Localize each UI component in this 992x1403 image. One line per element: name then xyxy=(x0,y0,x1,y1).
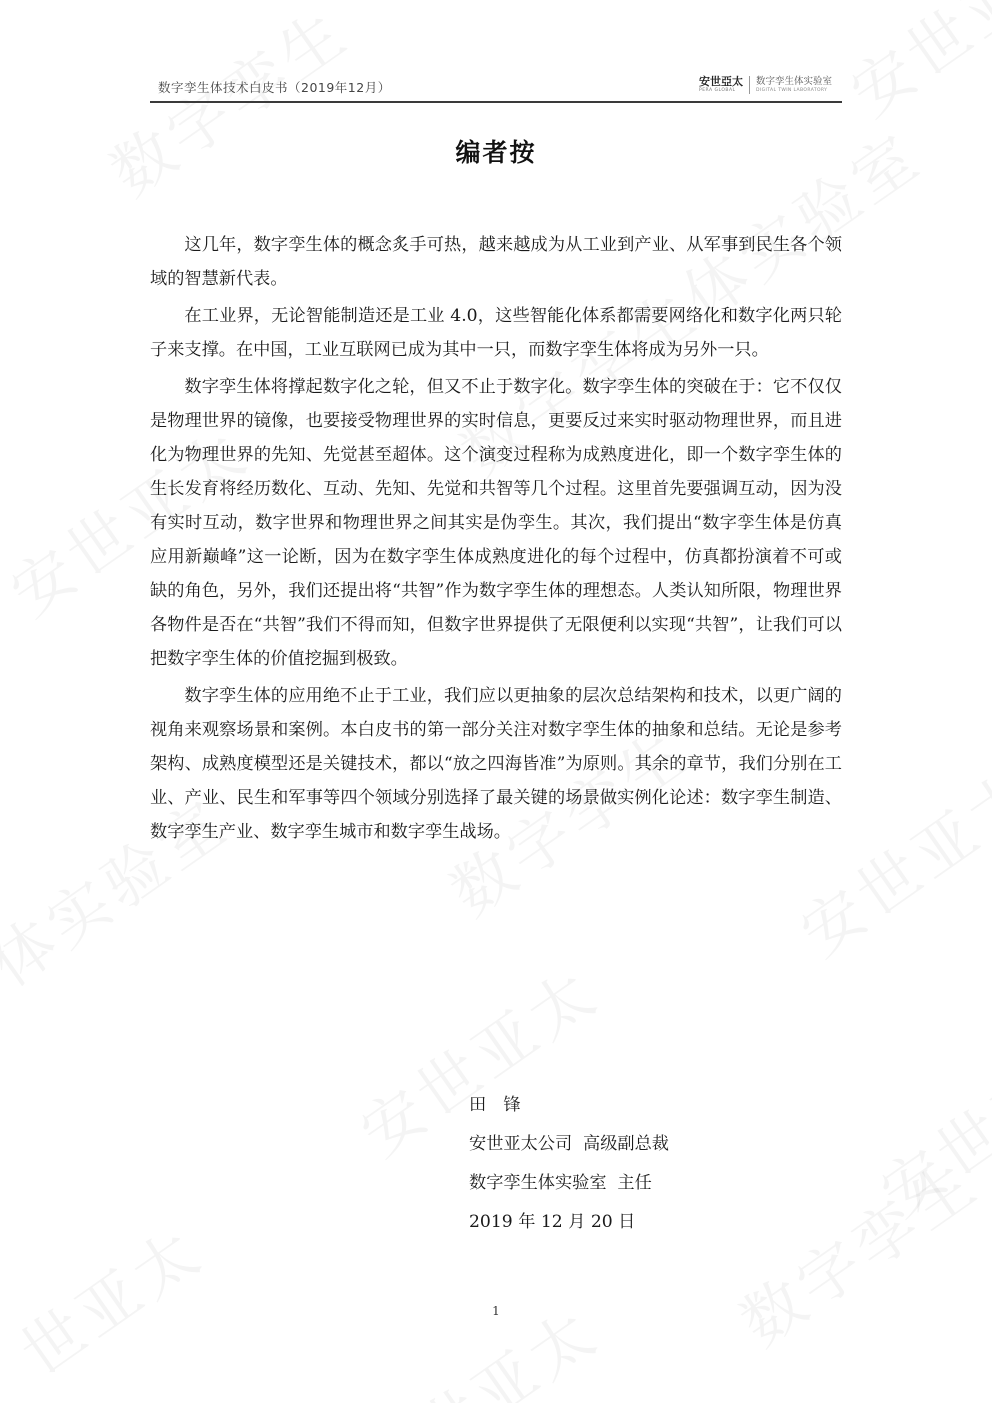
paragraph: 数字孪生体将撑起数字化之轮，但又不止于数字化。数字孪生体的突破在于：它不仅仅是物理世界的镜像，也要接受物理世界的实时信息，更要反过来实时驱动物理世界，而且进化为物理世界的先知、先觉甚至超体。这个演变过程称为成熟度进化，即一个数字孪生体的生长发育将经历数化、互动、先知、先觉和共智等几个过程。这里首先要强调互动，因为没有实时互动，数字世界和物理世界之间其实是伪孪生。其次，我们提出“数字孪生体是仿真应用新巅峰”这一论断，因为在数字孪生体成熟度进化的每个过程中，仿真都扮演着不可或缺的角色，另外，我们还提出将“共智”作为数字孪生体的理想态。人类认知所限，物理世界各物件是否在“共智”我们不得而知，但数字世界提供了无限便利以实现“共智”，让我们可以把数字孪生体的价值挖掘到极致。 xyxy=(150,377,842,669)
paragraph: 在工业界，无论智能制造还是工业 4.0，这些智能化体系都需要网络化和数字化两只轮子来支撑。在中国，工业互联网已成为其中一只，而数字孪生体将成为另外一只。 xyxy=(150,306,842,360)
header-rule xyxy=(150,101,842,103)
logo-wordmark: 安世亞太 xyxy=(698,75,743,88)
document-title: 数字孪生体技术白皮书（2019年12月） xyxy=(158,80,391,95)
watermark-text xyxy=(340,1284,614,1403)
lab-name-english: DIGITAL TWIN LABORATORY xyxy=(755,88,828,93)
paragraph: 这几年，数字孪生体的概念炙手可热，越来越成为从工业到产业、从军事到民生各个领域的智慧新代表。 xyxy=(150,235,842,289)
watermark-text xyxy=(90,0,364,213)
author-lab-title: 数字孪生体实验室 主任 xyxy=(469,1173,652,1193)
author-name: 田 锋 xyxy=(469,1095,521,1115)
logo-mark xyxy=(699,76,743,94)
signature-date: 2019 年 12 月 20 日 xyxy=(469,1212,636,1232)
page-header xyxy=(150,72,842,102)
logo-divider xyxy=(749,76,750,94)
company-logo xyxy=(699,76,832,94)
lab-name xyxy=(756,76,832,94)
page-number: 1 xyxy=(492,1304,500,1318)
body-text xyxy=(150,228,842,852)
lab-name-chinese: 数字孪生体实验室 xyxy=(755,76,832,87)
watermark-text xyxy=(860,1004,992,1233)
page-title: 编者按 xyxy=(455,138,537,167)
watermark-text xyxy=(720,1134,992,1363)
watermark-text xyxy=(0,1203,218,1393)
signature-block xyxy=(469,1086,669,1242)
paragraph: 数字孪生体的应用绝不止于工业，我们应以更抽象的层次总结架构和技术，以更广阔的视角来观察场景和案例。本白皮书的第一部分关注对数字孪生体的抽象和总结。无论是参考架构、成熟度模型还是关键技术，都以“放之四海皆准”为原则。其余的章节，我们分别在工业、产业、民生和军事等四个领域分别选择了最关键的场景做实例化论述：数字孪生制造、数字孪生产业、数字孪生城市和数字孪生战场。 xyxy=(150,686,842,842)
author-title: 安世亚太公司 高级副总裁 xyxy=(469,1134,669,1154)
logo-wordmark-english: PERA GLOBAL xyxy=(698,88,736,93)
watermark-text xyxy=(830,0,992,133)
